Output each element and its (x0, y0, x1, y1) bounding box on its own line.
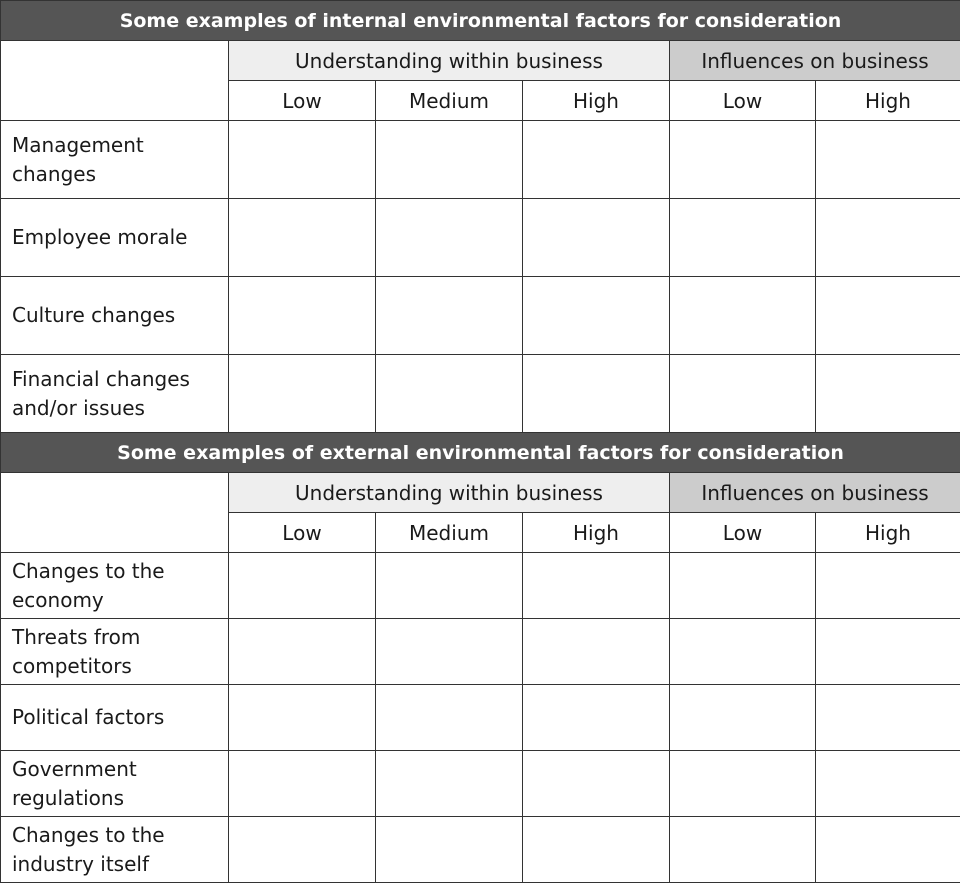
internal-understanding-header: Understanding within business (229, 41, 670, 81)
row-label-competitors: Threats from competitors (1, 619, 229, 685)
rating-cell[interactable] (376, 619, 523, 685)
internal-level-understanding-medium: Medium (376, 81, 523, 121)
rating-cell[interactable] (816, 277, 960, 355)
rating-cell[interactable] (816, 685, 960, 751)
rating-cell[interactable] (229, 355, 376, 433)
table-row (1, 277, 960, 355)
rating-cell[interactable] (229, 121, 376, 199)
row-label-industry-changes: Changes to the industry itself (1, 817, 229, 883)
internal-influences-header: Influences on business (670, 41, 960, 81)
rating-cell[interactable] (816, 355, 960, 433)
rating-cell[interactable] (670, 817, 816, 883)
external-level-influences-low: Low (670, 513, 816, 553)
rating-cell[interactable] (229, 277, 376, 355)
rating-cell[interactable] (523, 751, 670, 817)
rating-cell[interactable] (229, 199, 376, 277)
row-label-culture-changes: Culture changes (1, 277, 229, 355)
external-level-influences-high: High (816, 513, 960, 553)
table-row (1, 751, 960, 817)
row-label-employee-morale: Employee morale (1, 199, 229, 277)
internal-level-understanding-low: Low (229, 81, 376, 121)
rating-cell[interactable] (229, 751, 376, 817)
internal-section-title: Some examples of internal environmental factors for consideration (1, 1, 960, 41)
rating-cell[interactable] (229, 817, 376, 883)
external-section-title: Some examples of external environmental factors for consideration (1, 433, 960, 473)
rating-cell[interactable] (523, 199, 670, 277)
external-influences-header: Influences on business (670, 473, 960, 513)
table-row (1, 685, 960, 751)
internal-level-influences-low: Low (670, 81, 816, 121)
table-row (1, 619, 960, 685)
rating-cell[interactable] (229, 685, 376, 751)
table-row (1, 355, 960, 433)
row-label-financial-changes: Financial changes and/or issues (1, 355, 229, 433)
rating-cell[interactable] (376, 199, 523, 277)
internal-corner-cell (1, 41, 229, 121)
rating-cell[interactable] (523, 277, 670, 355)
rating-cell[interactable] (670, 121, 816, 199)
external-level-understanding-low: Low (229, 513, 376, 553)
table-row (1, 199, 960, 277)
rating-cell[interactable] (229, 553, 376, 619)
rating-cell[interactable] (670, 553, 816, 619)
rating-cell[interactable] (523, 685, 670, 751)
rating-cell[interactable] (816, 121, 960, 199)
rating-cell[interactable] (523, 121, 670, 199)
rating-cell[interactable] (816, 553, 960, 619)
external-understanding-header: Understanding within business (229, 473, 670, 513)
rating-cell[interactable] (670, 751, 816, 817)
external-level-understanding-medium: Medium (376, 513, 523, 553)
rating-cell[interactable] (523, 817, 670, 883)
rating-cell[interactable] (376, 355, 523, 433)
table-row (1, 553, 960, 619)
rating-cell[interactable] (376, 685, 523, 751)
external-level-understanding-high: High (523, 513, 670, 553)
rating-cell[interactable] (670, 199, 816, 277)
rating-cell[interactable] (376, 817, 523, 883)
rating-cell[interactable] (376, 277, 523, 355)
rating-cell[interactable] (376, 553, 523, 619)
rating-cell[interactable] (816, 817, 960, 883)
row-label-management-changes: Management changes (1, 121, 229, 199)
row-label-government-regulations: Government regulations (1, 751, 229, 817)
table-row (1, 121, 960, 199)
rating-cell[interactable] (376, 121, 523, 199)
rating-cell[interactable] (229, 619, 376, 685)
external-corner-cell (1, 473, 229, 553)
row-label-economy: Changes to the economy (1, 553, 229, 619)
rating-cell[interactable] (523, 553, 670, 619)
rating-cell[interactable] (670, 685, 816, 751)
rating-cell[interactable] (670, 619, 816, 685)
rating-cell[interactable] (670, 277, 816, 355)
internal-level-influences-high: High (816, 81, 960, 121)
rating-cell[interactable] (816, 199, 960, 277)
rating-cell[interactable] (816, 619, 960, 685)
table-row (1, 817, 960, 883)
rating-cell[interactable] (376, 751, 523, 817)
row-label-political-factors: Political factors (1, 685, 229, 751)
rating-cell[interactable] (523, 619, 670, 685)
rating-cell[interactable] (670, 355, 816, 433)
rating-cell[interactable] (523, 355, 670, 433)
internal-level-understanding-high: High (523, 81, 670, 121)
rating-cell[interactable] (816, 751, 960, 817)
